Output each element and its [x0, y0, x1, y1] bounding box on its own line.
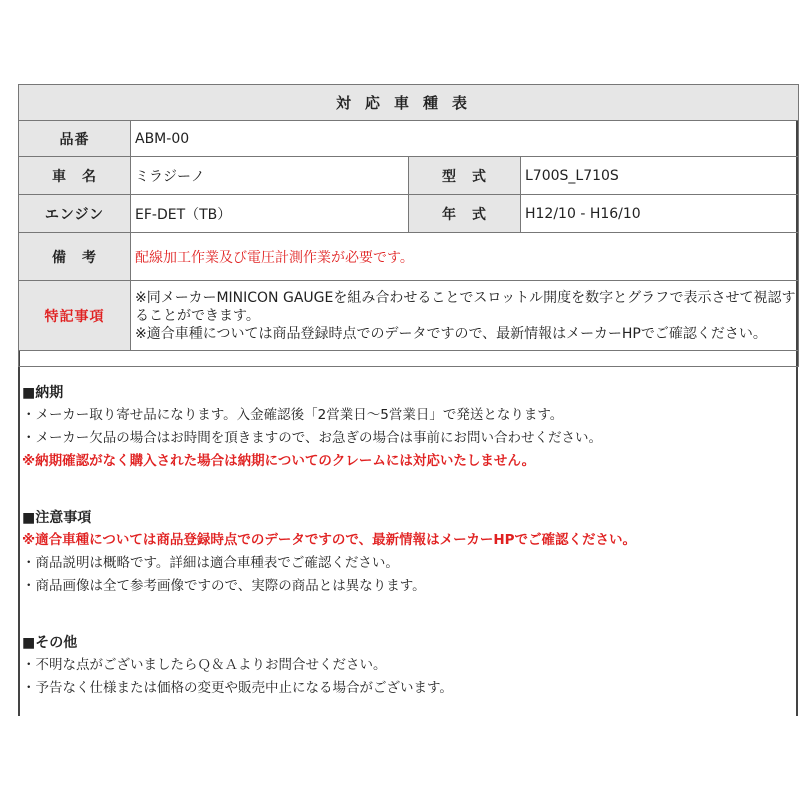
year-value: H12/10 - H16/10: [521, 195, 799, 233]
table-row: [19, 157, 799, 195]
caution-warning: ※適合車種については商品登録時点でのデータですので、最新情報はメーカーHPでご確認ください。: [22, 532, 637, 548]
spacer-cell: [19, 351, 799, 367]
other-line: ・不明な点がございましたらＱ＆Ａよりお問合せください。: [22, 657, 387, 673]
year-label: 年 式: [409, 195, 521, 233]
remarks-value: 配線加工作業及び電圧計測作業が必要です。: [131, 233, 799, 281]
car-name-value: ミラジーノ: [131, 157, 409, 195]
table-title-row: [19, 85, 799, 121]
info-sections: [22, 382, 792, 700]
table-row: [19, 233, 799, 281]
model-value: L700S_L710S: [521, 157, 799, 195]
delivery-heading: ■納期: [22, 385, 64, 401]
model-label: 型 式: [409, 157, 521, 195]
compatibility-table: [18, 84, 799, 367]
special-notes-value: [131, 281, 799, 351]
delivery-line: ・メーカー取り寄せ品になります。入金確認後「2営業日～5営業日」で発送となります。: [22, 407, 564, 423]
engine-value: EF-DET（TB）: [131, 195, 409, 233]
table-row: [19, 195, 799, 233]
table-row: [19, 281, 799, 351]
special-notes-label: 特記事項: [19, 281, 131, 351]
engine-label: エンジン: [19, 195, 131, 233]
part-no-label: 品番: [19, 121, 131, 157]
part-no-value: ABM-00: [131, 121, 799, 157]
other-heading: ■その他: [22, 635, 78, 651]
other-line: ・予告なく仕様または価格の変更や販売中止になる場合がございます。: [22, 680, 453, 696]
caution-heading: ■注意事項: [22, 510, 92, 526]
table-spacer-row: [19, 351, 799, 367]
table-row: [19, 121, 799, 157]
caution-line: ・商品説明は概略です。詳細は適合車種表でご確認ください。: [22, 555, 399, 571]
delivery-warning: ※納期確認がなく購入された場合は納期についてのクレームには対応いたしません。: [22, 453, 536, 469]
special-note-2: ※適合車種については商品登録時点でのデータですので、最新情報はメーカーHPでご確認ください。: [135, 325, 767, 342]
caution-line: ・商品画像は全て参考画像ですので、実際の商品とは異なります。: [22, 578, 426, 594]
delivery-line: ・メーカー欠品の場合はお時間を頂きますので、お急ぎの場合は事前にお問い合わせください。: [22, 430, 602, 446]
table-title: 対応車種表: [19, 85, 799, 121]
car-name-label: 車 名: [19, 157, 131, 195]
remarks-label: 備 考: [19, 233, 131, 281]
special-note-1: ※同メーカーMINICON GAUGEを組み合わせることでスロットル開度を数字とグラフで表示させて視認することができます。: [135, 289, 796, 324]
